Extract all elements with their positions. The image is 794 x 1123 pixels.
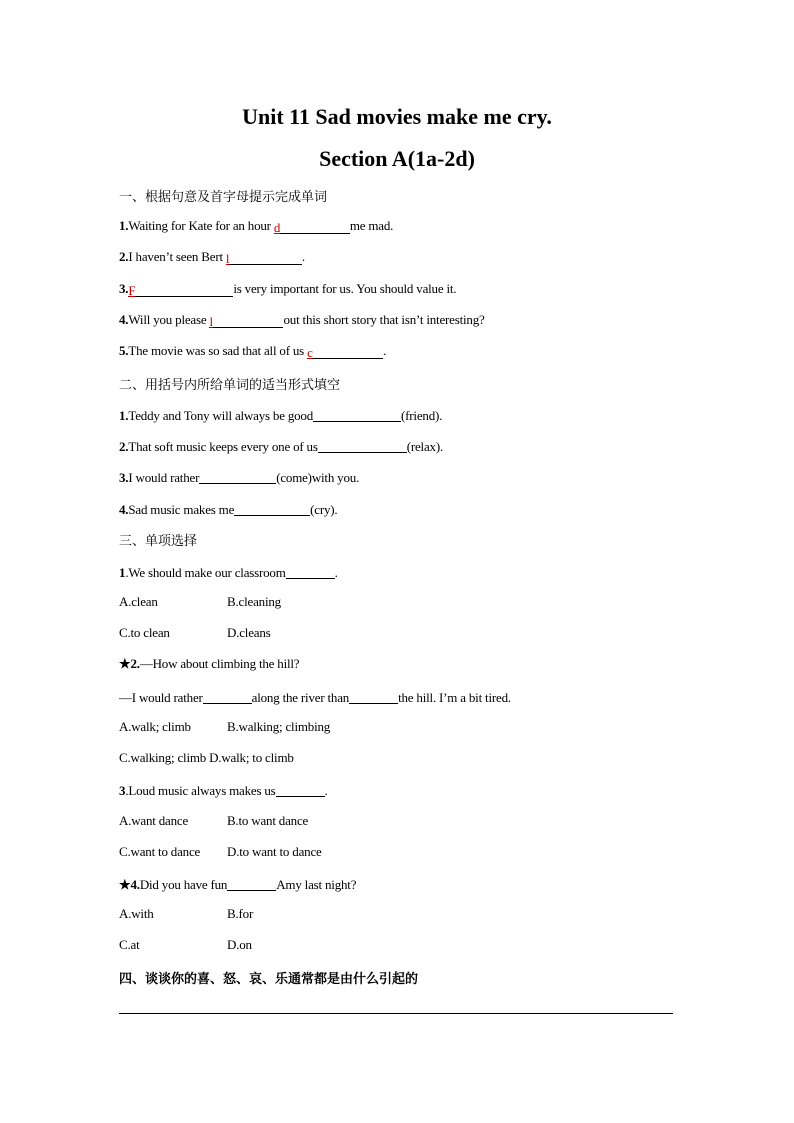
question-text: —How about climbing the hill? [139, 656, 300, 671]
question-number: 1. [119, 218, 129, 233]
question-text: I haven’t seen Bert [128, 249, 226, 264]
answer-blank[interactable] [274, 220, 350, 234]
answer-blank[interactable] [128, 283, 233, 297]
option-d[interactable]: D.to want to dance [227, 844, 322, 859]
option-b[interactable]: B.walking; climbing [227, 719, 331, 734]
part1-question-1 [119, 218, 393, 234]
part1-question-4 [119, 312, 485, 328]
question-text: Did you have fun [139, 877, 228, 892]
question-number: 3. [119, 470, 129, 485]
question-number: 1 [119, 565, 126, 580]
option-c[interactable]: C.to clean [119, 625, 170, 640]
word-hint: (come)with you. [276, 470, 360, 485]
part3-q4-options-row2 [119, 937, 252, 953]
answer-blank[interactable] [276, 783, 325, 797]
page-title: Unit 11 Sad movies make me cry. [242, 104, 552, 129]
option-d[interactable]: D.on [227, 937, 252, 952]
option-a[interactable]: A.walk; climb [119, 719, 191, 734]
question-text: —I would rather [119, 690, 203, 705]
question-number: 3. [119, 281, 129, 296]
question-text-end: Amy last night? [276, 877, 357, 892]
word-hint: (friend). [401, 408, 443, 423]
part3-q1-options-row2 [119, 625, 271, 641]
question-text-end: out this short story that isn’t interesting? [283, 312, 485, 327]
question-text: Will you please [128, 312, 210, 327]
option-c[interactable]: C.want to dance [119, 844, 201, 859]
word-hint: (cry). [310, 502, 338, 517]
option-d[interactable]: D.cleans [227, 625, 271, 640]
option-b[interactable]: B.for [227, 906, 254, 921]
question-number: 4. [119, 502, 129, 517]
question-text: along the river than [251, 690, 350, 705]
letter-hint: l [209, 314, 213, 329]
option-a[interactable]: A.clean [119, 594, 158, 609]
part3-question-4 [119, 875, 356, 893]
option-c[interactable]: C.at [119, 937, 140, 952]
writing-answer-line[interactable] [119, 1013, 673, 1014]
part3-q3-options-row2 [119, 844, 322, 860]
answer-blank[interactable] [209, 314, 283, 328]
question-text: Waiting for Kate for an hour [128, 218, 274, 233]
question-number: 3 [119, 783, 126, 798]
answer-blank[interactable] [318, 439, 407, 453]
part3-question-2 [119, 656, 299, 672]
option-a[interactable]: A.want dance [119, 813, 189, 828]
question-text-end: the hill. I’m a bit tired. [398, 690, 511, 705]
question-number: 2. [119, 249, 129, 264]
question-text: The movie was so sad that all of us [128, 343, 308, 358]
letter-hint: c [307, 345, 313, 360]
question-text: .Loud music always makes us [125, 783, 276, 798]
answer-blank[interactable] [286, 565, 335, 579]
part3-question-3 [119, 781, 328, 799]
word-hint: (relax). [406, 439, 444, 454]
part3-q2-options-row2 [119, 750, 294, 766]
question-text-end: . [324, 783, 328, 798]
letter-hint: F [128, 283, 136, 298]
question-text-end: . [383, 343, 387, 358]
question-text-end: me mad. [349, 218, 394, 233]
option-b[interactable]: B.cleaning [227, 594, 281, 609]
part3-q4-options-row1 [119, 906, 254, 922]
part4-heading: 四、谈谈你的喜、怒、哀、乐通常都是由什么引起的 [119, 972, 419, 987]
part3-question-1 [119, 563, 338, 581]
part2-question-4 [119, 500, 337, 518]
answer-blank[interactable] [226, 251, 302, 265]
question-text: I would rather [128, 470, 200, 485]
question-number: 4. [119, 312, 129, 327]
question-text-end: . [334, 565, 338, 580]
part3-q3-options-row1 [119, 813, 309, 829]
part2-question-2 [119, 437, 443, 455]
option-b[interactable]: B.to want dance [227, 813, 309, 828]
option-c-and-d[interactable]: C.walking; climb D.walk; to climb [119, 750, 294, 765]
part2-question-1 [119, 406, 442, 424]
part3-q1-options-row1 [119, 594, 281, 610]
part2-question-3 [119, 468, 359, 486]
part2-heading: 二、用括号内所给单词的适当形式填空 [119, 378, 341, 393]
question-number: ★2. [119, 656, 140, 671]
answer-blank[interactable] [313, 408, 401, 422]
part3-q2-options-row1 [119, 719, 331, 735]
question-text: .We should make our classroom [125, 565, 286, 580]
answer-blank-2[interactable] [349, 690, 398, 704]
answer-blank[interactable] [227, 877, 276, 891]
question-number: 2. [119, 439, 129, 454]
question-text-end: . [301, 249, 305, 264]
question-text-end: is very important for us. You should value it. [233, 281, 457, 296]
answer-blank[interactable] [234, 502, 310, 516]
part1-question-3 [119, 281, 456, 297]
option-a[interactable]: A.with [119, 906, 154, 921]
part3-q2-line2 [119, 688, 511, 706]
answer-blank-1[interactable] [203, 690, 252, 704]
question-text: That soft music keeps every one of us [128, 439, 318, 454]
part1-question-5 [119, 343, 386, 359]
letter-hint: d [273, 220, 281, 235]
letter-hint: l [225, 251, 230, 266]
page-subtitle: Section A(1a-2d) [319, 146, 475, 171]
question-text: Teddy and Tony will always be good [128, 408, 314, 423]
answer-blank[interactable] [307, 345, 383, 359]
part1-question-2 [119, 249, 305, 265]
answer-blank[interactable] [199, 470, 276, 484]
part1-heading: 一、根据句意及首字母提示完成单词 [119, 190, 328, 205]
part3-heading: 三、单项选择 [119, 534, 198, 549]
question-text: Sad music makes me [128, 502, 235, 517]
question-number: ★4. [119, 877, 140, 892]
question-number: 1. [119, 408, 129, 423]
question-number: 5. [119, 343, 129, 358]
